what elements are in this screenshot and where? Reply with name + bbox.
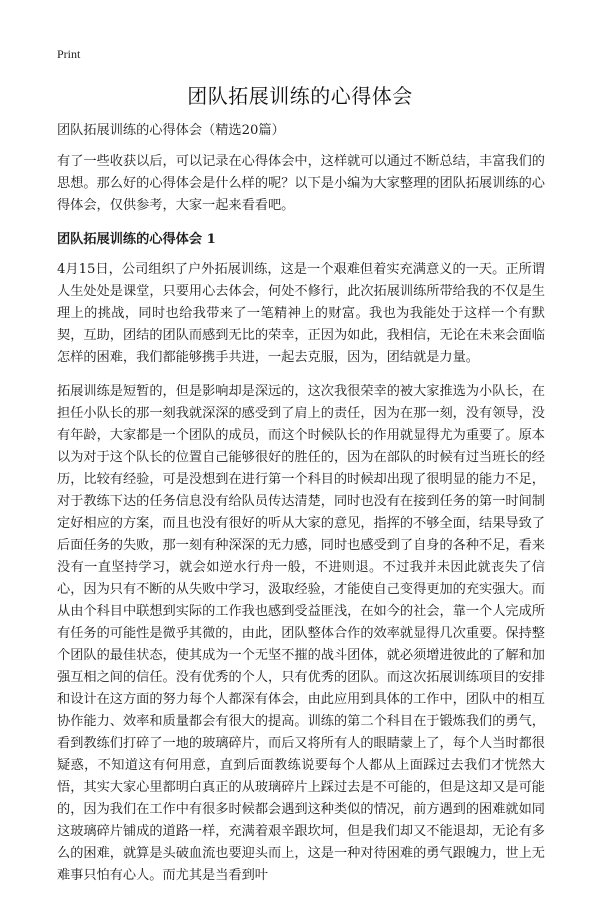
print-link[interactable]: Print	[57, 47, 81, 61]
page-title: 团队拓展训练的心得体会	[187, 84, 413, 108]
intro-paragraph: 有了一些收获以后，可以记录在心得体会中，这样就可以通过不断总结，丰富我们的思想。那么好的心得体会是什么样的呢？以下是小编为大家整理的团队拓展训练的心得体会，仅供参考，大家一起来看看吧。	[57, 154, 545, 213]
article-body	[57, 120, 545, 899]
section-heading: 团队拓展训练的心得体会 1	[57, 232, 216, 247]
article-subtitle: 团队拓展训练的心得体会（精选20篇）	[57, 123, 285, 138]
body-paragraph-1: 4月15日，公司组织了户外拓展训练，这是一个艰难但着实充满意义的一天。正所谓人生处处是课堂，只要用心去体会，何处不修行，此次拓展训练所带给我的不仅是生理上的挑战，同时也给我带来了一笔精神上的财富。我也为我能处于这样一个有默契，互助，团结的团队而感到无比的荣幸，正因为如此，我相信，无论在未来会面临怎样的困难，我们都能够携手共进，一起去克服，因为，团结就是力量。	[57, 262, 545, 365]
body-paragraph-2: 拓展训练是短暂的，但是影响却是深远的，这次我很荣幸的被大家推选为小队长，在担任小队长的那一刻我就深深的感受到了肩上的责任，因为在那一刻，没有领导，没有年龄，大家都是一个团队的成员，而这个时候队长的作用就显得尤为重要了。原本以为对于这个队长的位置自己能够很好的胜任的，因为在部队的时候有过当班长的经历，比较有经验，可是没想到在进行第一个科目的时候却出现了很明显的能力不足，对于教练下达的任务信息没有给队员传达清楚，同时也没有在接到任务的第一时间制定好相应的方案，而且也没有很好的听从大家的意见，指挥的不够全面，结果导致了后面任务的失败，那一刻有种深深的无力感，同时也感受到了自身的各种不足，看来没有一直坚持学习，就会如逆水行舟一般，不进则退。不过我并未因此就丧失了信心，因为只有不断的从失败中学习，汲取经验，才能使自己变得更加的充实强大。而从由个科目中联想到实际的工作我也感到受益匪浅，在如今的社会，靠一个人完成所有任务的可能性是微乎其微的，由此，团队整体合作的效率就显得几次重要。保持整个团队的最佳状态，使其成为一个无坚不摧的战斗团体，就必须增进彼此的了解和加强互相之间的信任。没有优秀的个人，只有优秀的团队。而这次拓展训练项目的安排和设计在这方面的努力每个人都深有体会，由此应用到具体的工作中，团队中的相互协作能力、效率和质量都会有很大的提高。训练的第二个科目在于锻炼我们的勇气，看到教练们打碎了一地的玻璃碎片，而后又将所有人的眼睛蒙上了，每个人当时都很疑惑，不知道这有何用意，直到后面教练说要每个人都从上面踩过去我们才恍然大悟，其实大家心里都明白真正的从玻璃碎片上踩过去是不可能的，但是这却又是可能的，因为我们在工作中有很多时候都会遇到这种类似的情况，前方遇到的困难就如同这玻璃碎片铺成的道路一样，充满着艰辛跟坎坷，但是我们却又不能退却，无论有多么的困难，就算是头破血流也要迎头而上，这是一种对待困难的勇气跟魄力，世上无难事只怕有心人。而尤其是当看到叶	[57, 384, 545, 883]
